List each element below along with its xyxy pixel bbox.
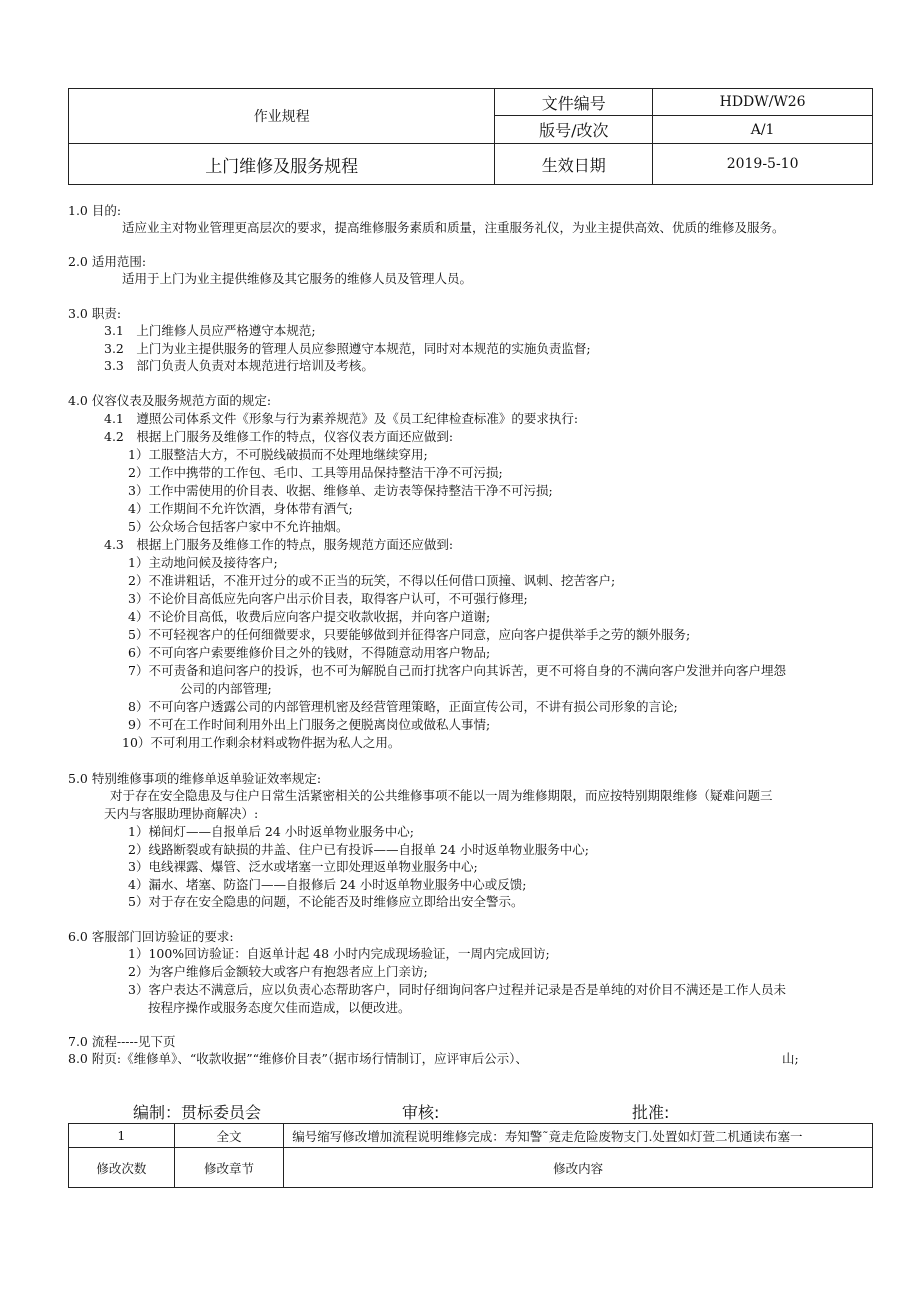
doc-type: 作业规程 — [69, 89, 495, 144]
file-no: HDDW/W26 — [653, 89, 873, 116]
section-3-item: 3.1 上门维修人员应严格遵守本规范; — [104, 323, 316, 338]
section-3-title: 3.0 职责: — [68, 306, 122, 321]
effective-label: 生效日期 — [495, 144, 653, 185]
section-5-title: 5.0 特别维修事项的维修单返单验证效率规定: — [68, 771, 322, 786]
section-1-text: 适应业主对物业管理更高层次的要求，提高维修服务素质和质量，注重服务礼仪，为业主提供高效、优质的维修及服务。 — [122, 220, 785, 235]
list-item: 6）不可向客户索要维修价目之外的钱财，不得随意动用客户物品; — [128, 645, 491, 660]
list-item: 10）不可利用工作剩余材料或物件据为私人之用。 — [122, 735, 401, 750]
list-item: 4）不论价目高低，收费后应向客户提交收款收据，并向客户道谢; — [128, 609, 491, 624]
section-2-text: 适用于上门为业主提供维修及其它服务的维修人员及管理人员。 — [122, 271, 473, 286]
revision-chapter-header: 修改章节 — [174, 1148, 284, 1188]
section-5-text: 对于存在安全隐患及与住户日常生活紧密相关的公共维修事项不能以一周为维修期限，而应按特别期限维修（疑难问题三 — [110, 788, 773, 803]
list-item: 3）客户表达不满意后，应以负责心态帮助客户，同时仔细询问客户过程并记录是否是单纯的对价目不满还是工作人员未 — [128, 982, 786, 997]
section-7: 7.0 流程-----见下页 — [68, 1034, 176, 1049]
section-2-title: 2.0 适用范围: — [68, 254, 147, 269]
table-row — [69, 1124, 873, 1148]
effective-date: 2019-5-10 — [653, 144, 873, 185]
table-header-row — [69, 1148, 873, 1188]
list-item: 3）不论价目高低应先向客户出示价目表，取得客户认可，不可强行修理; — [128, 591, 528, 606]
section-4-1: 4.1 遵照公司体系文件《形象与行为素养规范》及《员工纪律检查标准》的要求执行: — [104, 411, 579, 426]
revision-count: 1 — [69, 1124, 175, 1148]
list-item: 1）工服整洁大方，不可脱线破损而不处理地继续穿用; — [128, 447, 428, 462]
section-5-text: 天内与客服助理协商解决）: — [104, 806, 259, 821]
list-item: 1）100%回访验证：自返单计起 48 小时内完成现场验证，一周内完成回访; — [128, 946, 550, 961]
review-label: 审核: — [402, 1103, 440, 1122]
list-item-continued: 按程序操作或服务态度欠佳而造成，以便改进。 — [148, 1000, 411, 1015]
list-item: 1）主动地问候及接待客户; — [128, 555, 278, 570]
section-4-2: 4.2 根据上门服务及维修工作的特点，仪容仪表方面还应做到: — [104, 429, 454, 444]
section-1-title: 1.0 目的: — [68, 203, 122, 218]
section-4-3: 4.3 根据上门服务及维修工作的特点，服务规范方面还应做到: — [104, 537, 454, 552]
list-item: 2）线路断裂或有缺损的井盖、住户已有投诉——自报单 24 小时返单物业服务中心; — [128, 842, 590, 857]
list-item: 9）不可在工作时间利用外出上门服务之便脱离岗位或做私人事情; — [128, 717, 491, 732]
revision-table — [68, 1123, 873, 1188]
section-4-title: 4.0 仪容仪表及服务规范方面的规定: — [68, 393, 272, 408]
list-item-continued: 公司的内部管理; — [180, 681, 272, 696]
section-3-item: 3.3 部门负责人负责对本规范进行培训及考核。 — [104, 358, 374, 373]
list-item: 4）漏水、堵塞、防盗门——自报修后 24 小时返单物业服务中心或反馈; — [128, 877, 527, 892]
list-item: 4）工作期间不允许饮酒，身体带有酒气; — [128, 501, 353, 516]
list-item: 2）工作中携带的工作包、毛巾、工具等用品保持整洁干净不可污损; — [128, 465, 503, 480]
version: A/1 — [653, 116, 873, 144]
revision-content-header: 修改内容 — [284, 1148, 873, 1188]
doc-title: 上门维修及服务规程 — [69, 144, 495, 185]
revision-content: 编号缩写修改增加流程说明维修完成：寿知警˜竟走危险废物支门.处置如灯萱二机通读布塞一 — [284, 1124, 873, 1148]
approve-label: 批准: — [632, 1103, 670, 1122]
section-8-tail: 山; — [782, 1051, 799, 1066]
section-8: 8.0 附页:《维修单》、“收款收据”“维修价目表”（据市场行情制订，应评审后公示）、 — [68, 1051, 528, 1066]
list-item: 2）不准讲粗话，不准开过分的或不正当的玩笑，不得以任何借口顶撞、讽刺、挖苦客户; — [128, 573, 616, 588]
compile-label: 编制：贯标委员会 — [133, 1103, 262, 1122]
version-label: 版号/改次 — [495, 116, 653, 144]
revision-count-header: 修改次数 — [69, 1148, 175, 1188]
section-6-title: 6.0 客服部门回访验证的要求: — [68, 929, 234, 944]
list-item: 7）不可责备和追问客户的投诉，也不可为解脱自己而打扰客户向其诉苦，更不可将自身的不满向客户发泄并向客户埋怨 — [128, 663, 786, 678]
list-item: 3）电线裸露、爆管、泛水或堵塞一立即处理返单物业服务中心; — [128, 859, 478, 874]
list-item: 1）梯间灯——自报单后 24 小时返单物业服务中心; — [128, 824, 415, 839]
list-item: 2）为客户维修后金额较大或客户有抱怨者应上门亲访; — [128, 964, 428, 979]
list-item: 5）对于存在安全隐患的问题，不论能否及时维修应立即给出安全警示。 — [128, 894, 524, 909]
header-table — [68, 88, 873, 185]
revision-chapter: 全文 — [174, 1124, 284, 1148]
list-item: 5）不可轻视客户的任何细微要求，只要能够做到并征得客户同意，应向客户提供举手之劳的额外服务; — [128, 627, 691, 642]
list-item: 3）工作中需使用的价目表、收据、维修单、走访表等保持整洁干净不可污损; — [128, 483, 553, 498]
list-item: 8）不可向客户透露公司的内部管理机密及经营管理策略，正面宣传公司，不讲有损公司形象的言论; — [128, 699, 678, 714]
file-no-label: 文件编号 — [495, 89, 653, 116]
section-3-item: 3.2 上门为业主提供服务的管理人员应参照遵守本规范，同时对本规范的实施负责监督; — [104, 341, 591, 356]
list-item: 5）公众场合包括客户家中不允许抽烟。 — [128, 519, 349, 534]
